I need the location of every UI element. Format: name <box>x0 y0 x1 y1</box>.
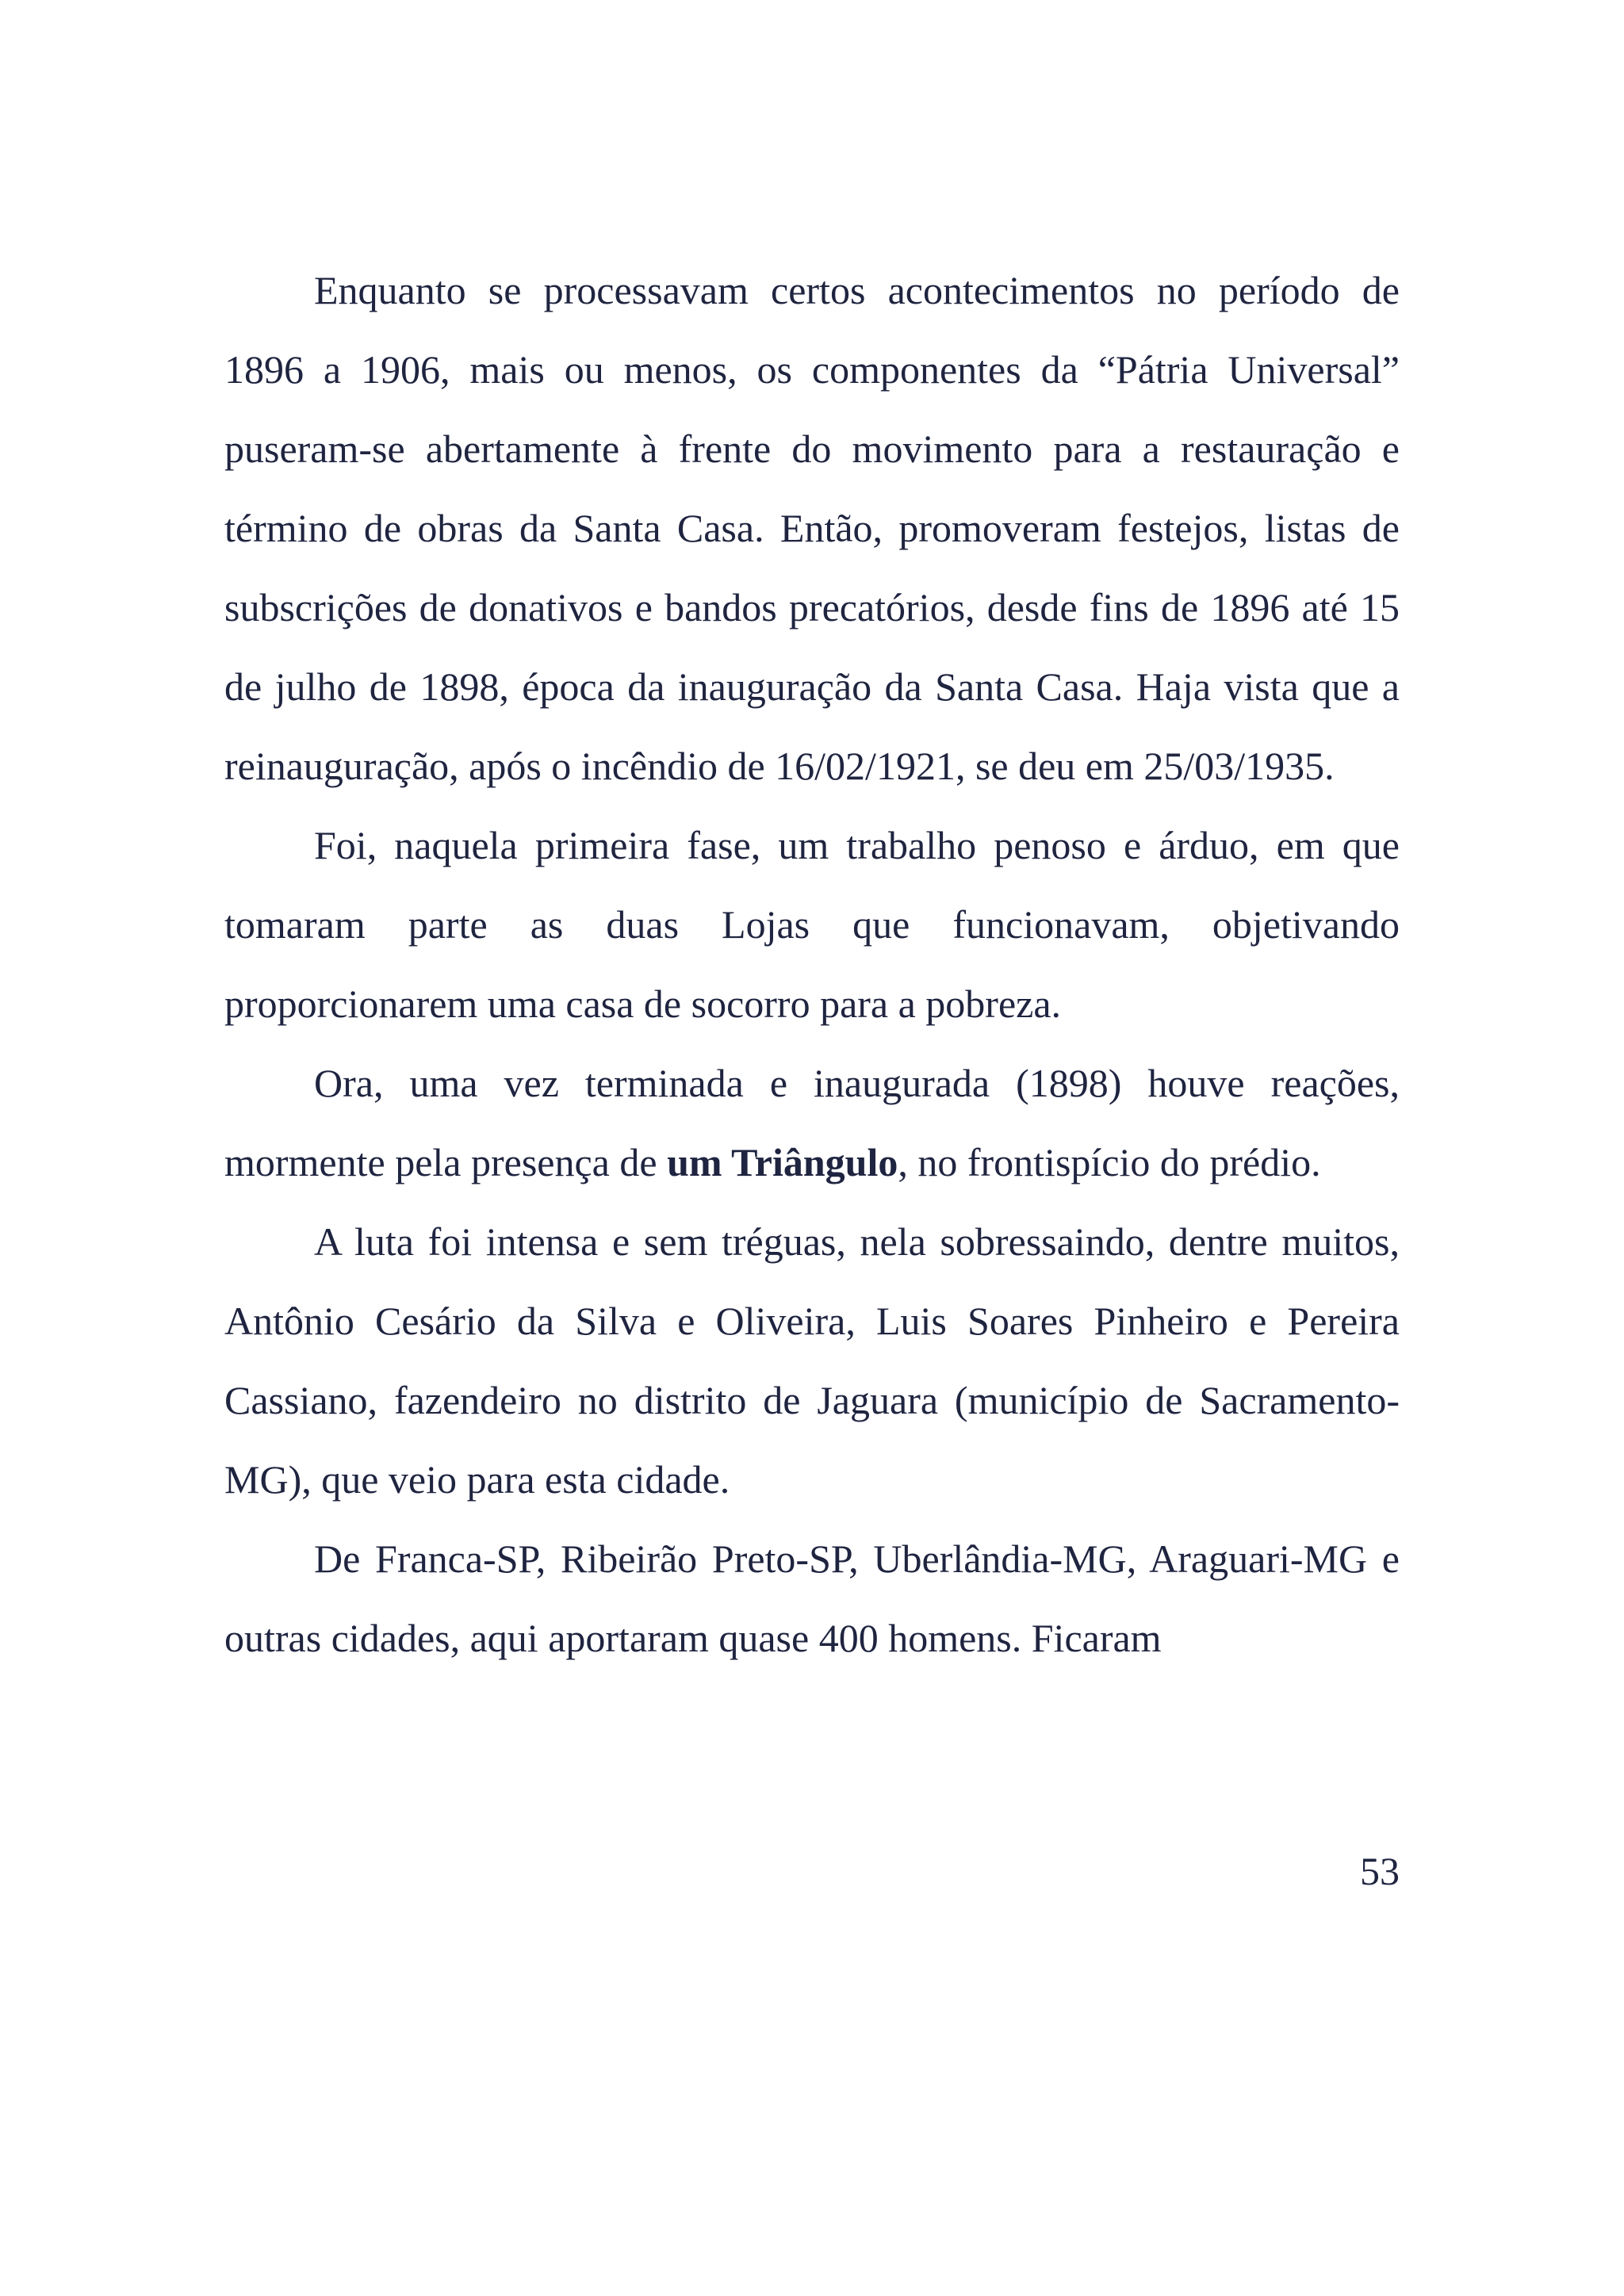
paragraph-2: Foi, naquela primeira fase, um trabalho penoso e árduo, em que tomaram parte as duas Lojas que funcionavam, objetivando proporcionarem uma casa de socorro para a pobreza. <box>224 823 1400 1026</box>
paragraph-3-bold-term: um Triângulo <box>667 1140 898 1184</box>
paragraph-3-text-before: Ora, uma vez terminada e inaugurada (1898) houve reações, mormente pela presença de <box>224 1061 1400 1184</box>
paragraph-1: Enquanto se processavam certos acontecimentos no período de 1896 a 1906, mais ou menos, os componentes da “Pátria Universal” puseram-se abertamente à frente do movimento para a restauração e término de obras da Santa Casa. Então, promoveram festejos, listas de subscrições de donativos e bandos precatórios, desde fins de 1896 até 15 de julho de 1898, época da inauguração da Santa Casa. Haja vista que a reinauguração, após o incêndio de 16/02/1921, se deu em 25/03/1935. <box>224 268 1400 788</box>
paragraph-3-text-after: , no frontispício do prédio. <box>898 1140 1321 1184</box>
paragraph-4: A luta foi intensa e sem tréguas, nela sobressaindo, dentre muitos, Antônio Cesário da Silva e Oliveira, Luis Soares Pinheiro e Pereira Cassiano, fazendeiro no distrito de Jaguara (município de Sacramento-MG), que veio para esta cidade. <box>224 1219 1400 1502</box>
body-text <box>224 251 1400 1678</box>
paragraph-3 <box>224 1043 1400 1202</box>
page-number: 53 <box>1360 1849 1400 1893</box>
paragraph-5: De Franca-SP, Ribeirão Preto-SP, Uberlândia-MG, Araguari-MG e outras cidades, aqui aportaram quase 400 homens. Ficaram <box>224 1536 1400 1660</box>
